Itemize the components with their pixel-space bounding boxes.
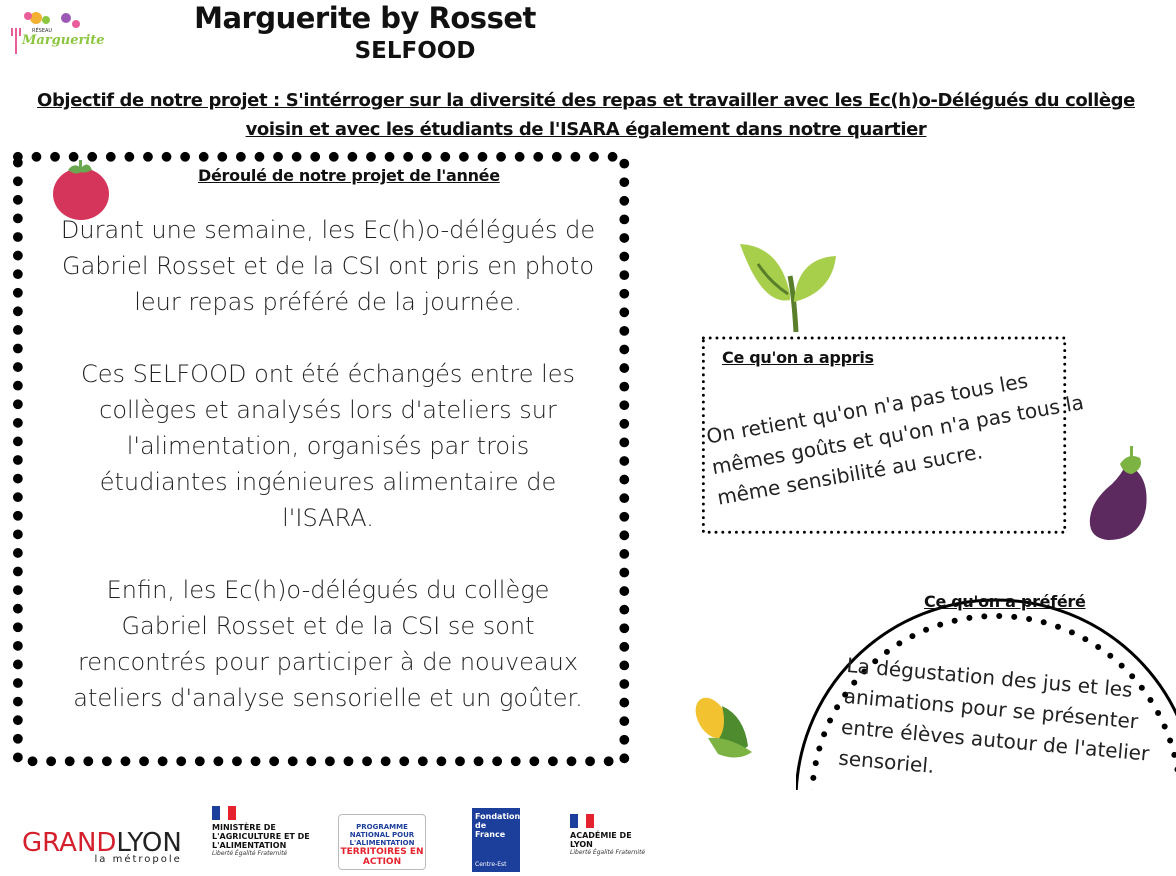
grandlyon-logo-grand: GRAND	[22, 828, 117, 858]
objective-text: Objectif de notre projet : S'intérroger sur la diversité des repas et travailler avec les Ec(h)o-Délégués du collège voisin et avec les étudiants de l'ISARA également dans notre quartier	[37, 90, 1135, 140]
pna-logo	[338, 814, 426, 870]
french-flag-icon	[212, 806, 236, 820]
logo-name: Marguerite	[22, 33, 105, 48]
fondation-de-france-logo	[472, 808, 520, 872]
ministere-label: MINISTÈRE DE L'AGRICULTURE ET DE L'ALIMENTATION	[212, 823, 310, 850]
fondation-region: Centre-Est	[475, 861, 507, 868]
prefere-text: La dégustation des jus et les animations pour se présenter entre élèves autour de l'atelier sensoriel.	[837, 652, 1151, 778]
corn-icon	[688, 696, 758, 762]
pna-line1: PROGRAMME NATIONAL POUR L'ALIMENTATION	[349, 823, 415, 847]
deroule-story	[60, 212, 596, 752]
logo-network-label: RÉSEAU	[32, 28, 53, 34]
academie-label: ACADÉMIE DE LYON	[570, 831, 632, 849]
page-title: Marguerite by Rosset	[194, 1, 536, 35]
deroule-paragraph-3: Enfin, les Ec(h)o-délégués du collège Gabriel Rosset et de la CSI se sont rencontrés pour participer à de nouveaux ateliers d'analyse sensorielle et un goûter.	[73, 576, 583, 712]
grandlyon-logo	[22, 828, 182, 865]
academie-motto: Liberté Égalité Fraternité	[570, 849, 646, 856]
page-subtitle: SELFOOD	[354, 38, 476, 64]
deroule-paragraph-1: Durant une semaine, les Ec(h)o-délégués de Gabriel Rosset et de la CSI ont pris en photo leur repas préféré de la journée.	[60, 216, 596, 316]
pna-line2: TERRITOIRES EN ACTION	[340, 847, 424, 867]
sprout-icon	[732, 236, 842, 336]
eggplant-icon	[1084, 444, 1156, 544]
prefere-title: Ce qu'on a préféré	[924, 592, 1086, 611]
deroule-paragraph-2: Ces SELFOOD ont été échangés entre les collèges et analysés lors d'ateliers sur l'alimentation, organisés par trois étudiantes ingénieures alimentaire de l'ISARA.	[80, 360, 576, 532]
deroule-title: Déroulé de notre projet de l'année	[198, 166, 500, 185]
ministere-motto: Liberté Égalité Fraternité	[212, 850, 288, 857]
grandlyon-logo-metropole: la métropole	[94, 854, 182, 865]
academie-logo	[570, 814, 650, 856]
appris-text: On retient qu'on n'a pas tous les mêmes goûts et qu'on n'a pas tous la même sensibilité au sucre.	[704, 368, 1086, 510]
appris-title: Ce qu'on a appris	[722, 348, 874, 367]
french-flag-icon	[570, 814, 594, 828]
grandlyon-logo-lyon: LYON	[116, 828, 182, 858]
fondation-label: Fondation de France	[475, 812, 521, 839]
ministere-logo	[212, 806, 322, 857]
